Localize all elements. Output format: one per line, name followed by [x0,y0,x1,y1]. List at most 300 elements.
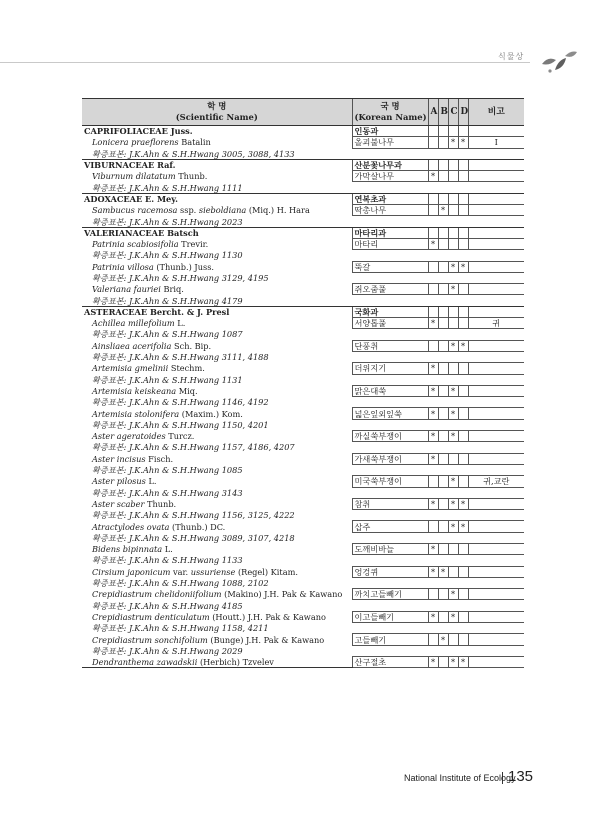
species-table [82,98,524,668]
presence-a [428,634,438,645]
presence-d [458,431,468,442]
presence-d [458,171,468,182]
species-row [82,238,524,249]
species-epithet: Artemisia gmelinii [92,363,169,374]
species-row [82,284,524,295]
voucher-specimen: 확증표본: J.K.Ahn & S.H.Hwang 1111 [92,182,243,193]
species-epithet: Lonicera praeflorens [92,137,179,148]
species-scientific-name [82,137,352,148]
presence-c [448,566,458,577]
col-note: 비고 [468,99,524,126]
species-scientific-name [82,171,352,182]
family-empty-cell [448,306,458,317]
family-empty-cell [458,159,468,170]
species-row [82,589,524,600]
presence-a: * [428,171,438,182]
species-row [82,431,524,442]
col-d: D [458,99,468,126]
species-row [82,656,524,667]
specimen-row [82,419,524,430]
species-authority: Fisch. [145,453,174,464]
presence-a: * [428,238,438,249]
presence-a: * [428,566,438,577]
specimen-row [82,510,524,521]
species-row [82,205,524,216]
family-empty-cell [428,227,438,238]
family-korean-name: 산분꽃나무과 [352,159,428,170]
voucher-specimen: 확증표본: J.K.Ahn & S.H.Hwang 1131 [92,374,243,385]
species-korean-name: 삽주 [352,521,428,532]
family-empty-cell [438,126,448,137]
infraspecific-epithet: sieboldiana [198,205,247,216]
family-name: VIBURNACEAE Raf. [82,159,352,170]
presence-b [438,611,448,622]
family-empty-cell [448,126,458,137]
presence-a [428,137,438,148]
presence-a [428,205,438,216]
voucher-specimen: 확증표본: J.K.Ahn & S.H.Hwang 1156, 3125, 4222 [92,510,295,521]
species-row [82,318,524,329]
species-row [82,171,524,182]
presence-a [428,589,438,600]
note-cell [468,171,524,182]
note-cell [468,431,524,442]
species-scientific-name [82,238,352,249]
species-korean-name: 쥐오줌풀 [352,284,428,295]
note-cell: 귀,교란 [468,476,524,487]
specimen-row [82,351,524,362]
family-name: ADOXACEAE E. Mey. [82,193,352,204]
voucher-specimen: 확증표본: J.K.Ahn & S.H.Hwang 1130 [92,250,243,261]
presence-c [448,453,458,464]
specimen-row [82,397,524,408]
specimen-row [82,555,524,566]
species-korean-name: 산구절초 [352,656,428,667]
presence-d [458,589,468,600]
species-row [82,137,524,148]
species-row [82,543,524,554]
family-row [82,193,524,204]
family-empty-cell [428,159,438,170]
species-epithet: Crepidiastrum denticulatum [92,611,210,622]
species-korean-name: 맑은대쑥 [352,385,428,396]
species-authority: (Makino) J.H. Pak & Kawano [221,589,343,600]
presence-b: * [438,634,448,645]
specimen-row [82,487,524,498]
presence-b [438,543,448,554]
presence-a: * [428,318,438,329]
species-korean-name: 미국쑥부쟁이 [352,476,428,487]
family-korean-name: 인동과 [352,126,428,137]
presence-a [428,340,438,351]
presence-b [438,431,448,442]
presence-d: * [458,498,468,509]
species-row [82,261,524,272]
species-row [82,363,524,374]
col-a: A [428,99,438,126]
presence-a: * [428,408,438,419]
presence-c: * [448,137,458,148]
species-row [82,476,524,487]
species-authority: Thunb. [175,171,208,182]
family-empty-cell [458,227,468,238]
species-scientific-name [82,318,352,329]
note-cell [468,261,524,272]
family-row [82,159,524,170]
infraspecific-authority: (Regel) Kitam. [235,566,298,577]
family-empty-cell [468,306,524,317]
species-epithet: Aster pilosus [92,476,146,487]
species-korean-name: 까실쑥부쟁이 [352,431,428,442]
presence-c: * [448,521,458,532]
presence-d [458,318,468,329]
species-epithet: Artemisia stolonifera [92,408,180,419]
family-row [82,126,524,137]
family-empty-cell [438,159,448,170]
presence-c: * [448,431,458,442]
species-scientific-name [82,340,352,351]
presence-b [438,340,448,351]
presence-b: * [438,566,448,577]
presence-c: * [448,340,458,351]
presence-d [458,566,468,577]
species-scientific-name [82,284,352,295]
species-scientific-name [82,589,352,600]
species-epithet: Dendranthema zawadskii [92,656,198,667]
family-empty-cell [468,193,524,204]
presence-d [458,385,468,396]
family-empty-cell [428,193,438,204]
note-cell [468,408,524,419]
presence-d [458,363,468,374]
species-korean-name: 가새쑥부쟁이 [352,453,428,464]
presence-c: * [448,611,458,622]
species-authority: L. [162,544,173,555]
species-authority: (Maxim.) Kom. [179,408,243,419]
note-cell [468,238,524,249]
voucher-specimen: 확증표본: J.K.Ahn & S.H.Hwang 3143 [92,487,243,498]
family-empty-cell [458,126,468,137]
presence-b [438,318,448,329]
presence-d [458,543,468,554]
presence-c [448,238,458,249]
presence-a: * [428,431,438,442]
note-cell [468,340,524,351]
voucher-specimen: 확증표본: J.K.Ahn & S.H.Hwang 1158, 4211 [92,623,269,634]
family-empty-cell [448,227,458,238]
family-korean-name: 마타리과 [352,227,428,238]
specimen-row [82,216,524,227]
species-korean-name: 단풍취 [352,340,428,351]
specimen-row [82,148,524,159]
species-epithet: Crepidiastrum sonchifolium [92,634,208,645]
species-scientific-name [82,521,352,532]
presence-b: * [438,205,448,216]
presence-c: * [448,408,458,419]
voucher-specimen: 확증표본: J.K.Ahn & S.H.Hwang 1133 [92,555,243,566]
presence-a [428,521,438,532]
species-authority: Trevir. [178,239,209,250]
presence-d [458,205,468,216]
presence-a: * [428,498,438,509]
species-scientific-name [82,498,352,509]
presence-a: * [428,453,438,464]
presence-b [438,476,448,487]
specimen-row [82,464,524,475]
presence-b [438,171,448,182]
presence-a: * [428,543,438,554]
presence-c [448,634,458,645]
family-empty-cell [468,227,524,238]
voucher-specimen: 확증표본: J.K.Ahn & S.H.Hwang 4185 [92,600,243,611]
family-empty-cell [448,159,458,170]
species-scientific-name [82,431,352,442]
note-cell [468,205,524,216]
species-korean-name: 딱총나무 [352,205,428,216]
presence-d [458,408,468,419]
species-scientific-name [82,656,352,667]
species-authority: L. [145,476,157,487]
species-scientific-name [82,476,352,487]
note-cell [468,498,524,509]
leaf-ornament-icon [538,48,578,76]
species-scientific-name [82,634,352,645]
note-cell [468,521,524,532]
presence-a: * [428,363,438,374]
species-authority: ssp. [177,205,199,216]
family-name: CAPRIFOLIACEAE Juss. [82,126,352,137]
specimen-row [82,442,524,453]
family-empty-cell [428,306,438,317]
species-scientific-name [82,363,352,374]
species-korean-name: 마타리 [352,238,428,249]
species-korean-name: 엉겅퀴 [352,566,428,577]
species-authority: (Herbich) Tzvelev [197,656,274,667]
family-empty-cell [438,193,448,204]
family-empty-cell [428,126,438,137]
species-epithet: Artemisia keiskeana [92,385,177,396]
presence-b [438,137,448,148]
species-korean-name: 가막살나무 [352,171,428,182]
species-row [82,498,524,509]
family-row [82,227,524,238]
presence-d [458,476,468,487]
presence-b [438,261,448,272]
voucher-specimen: 확증표본: J.K.Ahn & S.H.Hwang 2029 [92,645,243,656]
specimen-row [82,182,524,193]
note-cell [468,543,524,554]
specimen-row [82,623,524,634]
presence-c: * [448,284,458,295]
voucher-specimen: 확증표본: J.K.Ahn & S.H.Hwang 1088, 2102 [92,578,269,589]
species-epithet: Patrinia villosa [92,261,154,272]
voucher-specimen: 확증표본: J.K.Ahn & S.H.Hwang 4179 [92,295,243,306]
species-korean-name: 까치고들빼기 [352,589,428,600]
species-authority: Stechm. [168,363,205,374]
family-empty-cell [468,126,524,137]
note-cell [468,453,524,464]
presence-d: * [458,137,468,148]
species-row [82,566,524,577]
footer-publisher: National Institute of Ecology [404,773,516,783]
species-epithet: Atractylodes ovata [92,521,170,532]
presence-a: * [428,656,438,667]
col-korean-name: 국 명 (Korean Name) [352,99,428,126]
col-b: B [438,99,448,126]
species-korean-name: 고들빼기 [352,634,428,645]
presence-d [458,634,468,645]
family-name: VALERIANACEAE Batsch [82,227,352,238]
species-korean-name: 뚝갈 [352,261,428,272]
species-row [82,521,524,532]
presence-c [448,171,458,182]
family-empty-cell [468,159,524,170]
note-cell [468,656,524,667]
note-cell [468,385,524,396]
family-empty-cell [458,306,468,317]
presence-b [438,498,448,509]
col-scientific-name: 학 명 (Scientific Name) [82,99,352,126]
note-cell [468,611,524,622]
presence-d: * [458,521,468,532]
presence-b [438,656,448,667]
species-epithet: Sambucus racemosa [92,205,178,216]
species-korean-name: 올괴불나무 [352,137,428,148]
species-row [82,453,524,464]
specimen-row [82,272,524,283]
voucher-specimen: 확증표본: J.K.Ahn & S.H.Hwang 1087 [92,329,243,340]
section-label: 식물상 [498,52,525,61]
voucher-specimen: 확증표본: J.K.Ahn & S.H.Hwang 1085 [92,465,243,476]
presence-b [438,238,448,249]
species-epithet: Crepidiastrum chelidoniifolium [92,589,222,600]
presence-a: * [428,385,438,396]
note-cell [468,589,524,600]
presence-a [428,261,438,272]
species-authority: var. [170,566,191,577]
specimen-row [82,600,524,611]
presence-b [438,453,448,464]
presence-a [428,284,438,295]
voucher-specimen: 확증표본: J.K.Ahn & S.H.Hwang 1146, 4192 [92,397,269,408]
presence-d [458,611,468,622]
specimen-row [82,645,524,656]
presence-d [458,238,468,249]
col-c: C [448,99,458,126]
header-rule [0,62,530,63]
page-number: 135 [508,768,534,785]
species-epithet: Achillea millefolium [92,318,175,329]
presence-c: * [448,498,458,509]
presence-c [448,318,458,329]
species-epithet: Valeriana fauriei [92,284,161,295]
family-empty-cell [438,306,448,317]
family-korean-name: 연복초과 [352,193,428,204]
species-scientific-name [82,408,352,419]
species-scientific-name [82,385,352,396]
species-authority: Sch. Bip. [171,340,212,351]
presence-b [438,521,448,532]
table-header [82,99,524,126]
species-authority: (Thunb.) Juss. [153,261,214,272]
species-epithet: Patrinia scabiosifolia [92,239,179,250]
species-row [82,408,524,419]
specimen-row [82,329,524,340]
family-empty-cell [458,193,468,204]
infraspecific-epithet: ussuriense [190,566,236,577]
specimen-row [82,577,524,588]
presence-b [438,284,448,295]
specimen-row [82,250,524,261]
species-epithet: Bidens bipinnata [92,544,163,555]
species-korean-name: 도깨비바늘 [352,543,428,554]
presence-c: * [448,476,458,487]
presence-b [438,385,448,396]
presence-c [448,543,458,554]
species-epithet: Cirsium japonicum [92,566,171,577]
presence-c [448,363,458,374]
species-authority: (Houtt.) J.H. Pak & Kawano [209,611,326,622]
species-scientific-name [82,261,352,272]
species-row [82,611,524,622]
species-authority: (Thunb.) DC. [169,521,226,532]
note-cell [468,284,524,295]
voucher-specimen: 확증표본: J.K.Ahn & S.H.Hwang 3111, 4188 [92,352,269,363]
presence-d [458,284,468,295]
specimen-row [82,295,524,306]
presence-d: * [458,340,468,351]
family-empty-cell [438,227,448,238]
presence-b [438,363,448,374]
presence-c [448,205,458,216]
species-epithet: Aster incisus [92,453,146,464]
species-scientific-name [82,611,352,622]
note-cell [468,363,524,374]
specimen-row [82,532,524,543]
species-row [82,340,524,351]
note-cell [468,634,524,645]
voucher-specimen: 확증표본: J.K.Ahn & S.H.Hwang 1157, 4186, 4207 [92,442,295,453]
species-authority: Miq. [176,385,198,396]
presence-d [458,453,468,464]
family-korean-name: 국화과 [352,306,428,317]
voucher-specimen: 확증표본: J.K.Ahn & S.H.Hwang 3089, 3107, 4218 [92,532,295,543]
species-korean-name: 넓은잎외잎쑥 [352,408,428,419]
species-authority: Batalin [178,137,211,148]
voucher-specimen: 확증표본: J.K.Ahn & S.H.Hwang 3129, 4195 [92,273,269,283]
presence-a [428,476,438,487]
table-body [82,126,524,668]
species-korean-name: 이고들빼기 [352,611,428,622]
species-authority: Briq. [160,284,184,295]
species-authority: L. [174,318,186,329]
family-row [82,306,524,317]
presence-b [438,408,448,419]
presence-b [438,589,448,600]
species-scientific-name [82,543,352,554]
species-epithet: Aster ageratoides [92,431,166,442]
species-scientific-name [82,205,352,216]
specimen-row [82,374,524,385]
species-korean-name: 서양톱풀 [352,318,428,329]
presence-c: * [448,385,458,396]
species-authority: Turcz. [165,431,195,442]
presence-c: * [448,261,458,272]
note-cell: 귀 [468,318,524,329]
voucher-specimen: 확증표본: J.K.Ahn & S.H.Hwang 1150, 4201 [92,419,269,430]
presence-a: * [428,611,438,622]
family-empty-cell [448,193,458,204]
